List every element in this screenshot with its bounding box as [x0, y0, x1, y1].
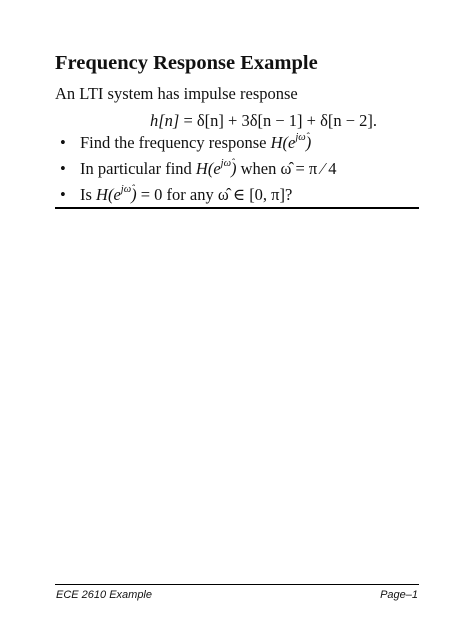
- question-tail: = 0 for any ω̂ ∈ [0, π]?: [140, 185, 293, 204]
- question-item: [60, 156, 337, 182]
- bullet-icon: •: [60, 133, 66, 152]
- question-text: Is: [80, 185, 92, 204]
- bullet-icon: •: [60, 159, 66, 178]
- question-item: [60, 130, 337, 156]
- bullet-icon: •: [60, 185, 66, 204]
- page-title: Frequency Response Example: [55, 52, 318, 74]
- question-item: [60, 182, 337, 208]
- equation-rhs: δ[n] + 3δ[n − 1] + δ[n − 2].: [196, 111, 378, 130]
- question-text: Find the frequency response: [80, 133, 267, 152]
- question-text: In particular find: [80, 159, 192, 178]
- footer-divider: [55, 584, 419, 585]
- footer-course: ECE 2610 Example: [56, 589, 152, 601]
- section-divider: [55, 207, 419, 209]
- question-list: [60, 130, 337, 208]
- frequency-response-math: $H(e^{j\omegâ})$: [195, 158, 237, 178]
- intro-text: An LTI system has impulse response: [55, 84, 298, 103]
- equation-lhs: h[n]: [150, 111, 180, 130]
- impulse-response-equation: [150, 111, 377, 131]
- question-tail: when ω̂ = π ⁄ 4: [240, 159, 337, 178]
- frequency-response-math: $H(e^{j\omegâ})$: [270, 132, 312, 152]
- footer-page-number: Page–1: [380, 589, 418, 601]
- equation-equals: =: [183, 111, 193, 130]
- frequency-response-math: $H(e^{j\omegâ})$: [96, 184, 137, 204]
